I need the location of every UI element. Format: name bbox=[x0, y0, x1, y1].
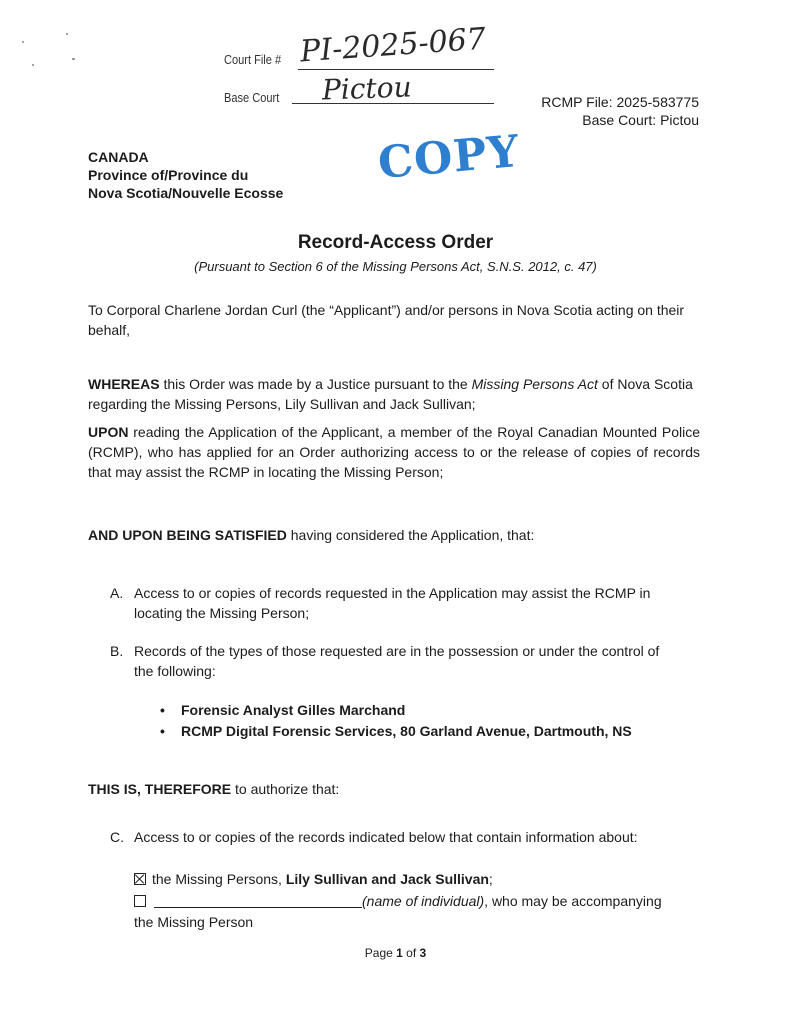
court-file-handwritten: PI-2025-067 bbox=[299, 21, 487, 70]
footer-page-word: Page bbox=[364, 946, 393, 960]
item-b-letter: B. bbox=[110, 643, 124, 659]
footer-of-word: of bbox=[406, 946, 417, 960]
court-file-underline bbox=[298, 69, 494, 70]
scan-speck bbox=[66, 33, 68, 35]
rcmp-base-court: Base Court: Pictou bbox=[582, 112, 699, 128]
court-file-label: Court File # bbox=[224, 52, 282, 67]
upon-text: reading the Application of the Applicant, a member of the Royal Canadian Mounted Police (RCMP), who has applied for an Order authorizing access to or the release of copies of records that may assist the RCMP in locating the Missing Person; bbox=[88, 424, 700, 480]
base-court-label: Base Court bbox=[224, 90, 280, 105]
rcmp-file-number: RCMP File: 2025-583775 bbox=[541, 94, 699, 110]
scan-speck bbox=[72, 58, 75, 60]
satisfied-paragraph bbox=[88, 525, 700, 545]
upon-keyword: UPON bbox=[88, 424, 129, 440]
checkbox-option2-continuation: the Missing Person bbox=[134, 914, 254, 930]
jurisdiction-province-label: Province of/Province du bbox=[88, 167, 249, 183]
jurisdiction-country: CANADA bbox=[88, 149, 149, 165]
act-name: Missing Persons Act bbox=[471, 376, 598, 392]
footer-page-total: 3 bbox=[419, 946, 427, 960]
whereas-paragraph bbox=[88, 374, 700, 414]
jurisdiction-province: Nova Scotia/Nouvelle Ecosse bbox=[88, 185, 284, 201]
document-subtitle: (Pursuant to Section 6 of the Missing Persons Act, S.N.S. 2012, c. 47) bbox=[194, 259, 597, 274]
item-a-text: Access to or copies of records requested in the Application may assist the RCMP in locating the Missing Person; bbox=[134, 585, 651, 621]
footer-page-number: 1 bbox=[396, 946, 403, 960]
checkbox-line-companion bbox=[134, 891, 662, 911]
base-court-handwritten: Pictou bbox=[321, 70, 413, 107]
companion-name-hint: (name of individual) bbox=[362, 893, 485, 909]
page-footer bbox=[0, 946, 791, 960]
item-c-letter: C. bbox=[110, 829, 124, 845]
satisfied-text: having considered the Application, that: bbox=[286, 527, 535, 543]
upon-paragraph bbox=[88, 422, 700, 482]
document-title: Record-Access Order bbox=[297, 232, 494, 253]
therefore-text: to authorize that: bbox=[231, 781, 340, 797]
item-c-text: Access to or copies of the records indicated below that contain information about: bbox=[134, 829, 638, 845]
whereas-keyword: WHEREAS bbox=[88, 376, 160, 392]
scan-speck bbox=[32, 64, 34, 66]
rcmp-file-block bbox=[541, 93, 699, 129]
companion-name-blank[interactable] bbox=[154, 895, 362, 908]
checkbox-option2-text: , who may be accompanying bbox=[484, 893, 662, 909]
item-a-letter: A. bbox=[110, 585, 124, 601]
item-b-text: Records of the types of those requested are in the possession or under the control of the following: bbox=[134, 643, 660, 679]
custodian-item: • RCMP Digital Forensic Services, 80 Garland Avenue, Dartmouth, NS bbox=[181, 721, 632, 741]
custodian-item: • Forensic Analyst Gilles Marchand bbox=[181, 700, 405, 720]
whereas-text-cont: of Nova Scotia regarding the Missing Persons, Lily Sullivan and Jack Sullivan; bbox=[88, 376, 693, 412]
jurisdiction-block bbox=[88, 148, 283, 202]
checkbox-line-missing-persons bbox=[134, 869, 493, 889]
checkbox-missing-persons[interactable] bbox=[134, 873, 146, 885]
scan-speck bbox=[22, 41, 24, 43]
therefore-keyword: THIS IS, THEREFORE bbox=[88, 781, 232, 797]
satisfied-keyword: AND UPON BEING SATISFIED bbox=[88, 527, 287, 543]
addressee-paragraph: To Corporal Charlene Jordan Curl (the “Applicant”) and/or persons in Nova Scotia acting on their behalf, bbox=[88, 302, 685, 338]
missing-persons-names: Lily Sullivan and Jack Sullivan bbox=[285, 871, 489, 887]
checkbox-companion[interactable] bbox=[134, 895, 146, 907]
therefore-paragraph bbox=[88, 779, 700, 799]
copy-stamp: COPY bbox=[376, 125, 522, 190]
checkbox-option1-suffix: ; bbox=[488, 871, 493, 887]
whereas-text: this Order was made by a Justice pursuant to the bbox=[159, 376, 472, 392]
checkbox-option1-text: the Missing Persons, bbox=[152, 871, 286, 887]
